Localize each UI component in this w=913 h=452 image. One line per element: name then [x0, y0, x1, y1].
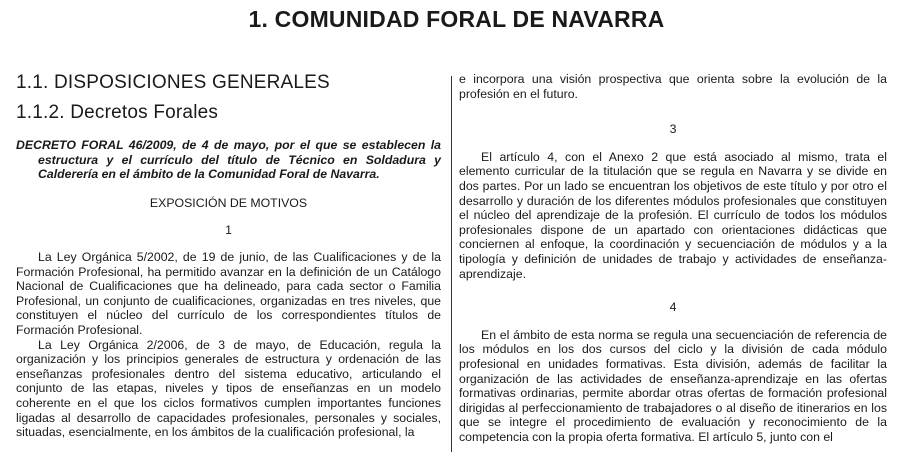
left-column	[16, 72, 441, 440]
section-number-1: 1	[225, 223, 232, 238]
section-number-4: 4	[669, 300, 677, 315]
decree-title: DECRETO FORAL 46/2009, de 4 de mayo, por el que se establecen la estructura y el currículo del título de Técnico en Soldadura y Calderería en el ámbito de la Comunidad Foral de Navarra.	[16, 138, 441, 182]
paragraph-continued: e incorpora una visión prospectiva que orienta sobre la evolución de la profesión en el futuro.	[459, 72, 887, 101]
subsection-heading: 1.1.2. Decretos Forales	[16, 102, 219, 123]
motives-heading: EXPOSICIÓN DE MOTIVOS	[149, 195, 308, 210]
paragraph-3: El artículo 4, con el Anexo 2 que está asociado al mismo, trata el elemento curricular de la titulación que se regula en Navarra y se divide en dos partes. Por un lado se encuentran los objetivos de este título y por otro el desarrollo y duración de los diferentes módulos profesionales que constituyen el núcleo del aprendizaje de la profesión. El currículo de todos los módulos profesionales dispone de un apartado con orientaciones didácticas que conciernen al enfoque, la coordinación y secuenciación de módulos y a la tipología y definición de unidades de trabajo y actividades de enseñanza-aprendizaje.	[459, 149, 887, 281]
column-divider	[451, 76, 452, 452]
paragraph-4: En el ámbito de esta norma se regula una secuenciación de referencia de los módulos en los dos cursos del ciclo y la división de cada módulo profesional en unidades formativas. Esta división, además de facilitar la organización de las actividades de enseñanza-aprendizaje en las ofertas formativas ordinarias, permite abordar otras ofertas de formación profesional dirigidas al perfeccionamiento de trabajadores o al diseño de itinerarios en los que se integre el procedimiento de evaluación y reconocimiento de la competencia con la propia oferta formativa. El artículo 5, junto con el	[459, 327, 887, 444]
right-column	[459, 72, 887, 444]
page-title: 1. COMUNIDAD FORAL DE NAVARRA	[248, 6, 665, 32]
section-number-3: 3	[669, 122, 677, 137]
paragraph-2: La Ley Orgánica 2/2006, de 3 de mayo, de Educación, regula la organización y los principios generales de estructura y ordenación de las enseñanzas profesionales dentro del sistema educativo, articulando el conjunto de las etapas, niveles y tipos de enseñanzas en un modelo coherente en el que los ciclos formativos cumplen importantes funciones ligadas al desarrollo de capacidades profesionales, personales y sociales, situadas, esencialmente, en los ámbitos de la cualificación profesional, la	[16, 337, 441, 440]
paragraph-1: La Ley Orgánica 5/2002, de 19 de junio, de las Cualificaciones y de la Formación Profesional, ha permitido avanzar en la definición de un Catálogo Nacional de Cualificaciones que ha delineado, para cada sector o Familia Profesional, un conjunto de cualificaciones, organizadas en tres niveles, que constituyen el núcleo del currículo de los correspondientes títulos de Formación Profesional.	[16, 249, 441, 337]
section-heading: 1.1. DISPOSICIONES GENERALES	[16, 72, 330, 93]
